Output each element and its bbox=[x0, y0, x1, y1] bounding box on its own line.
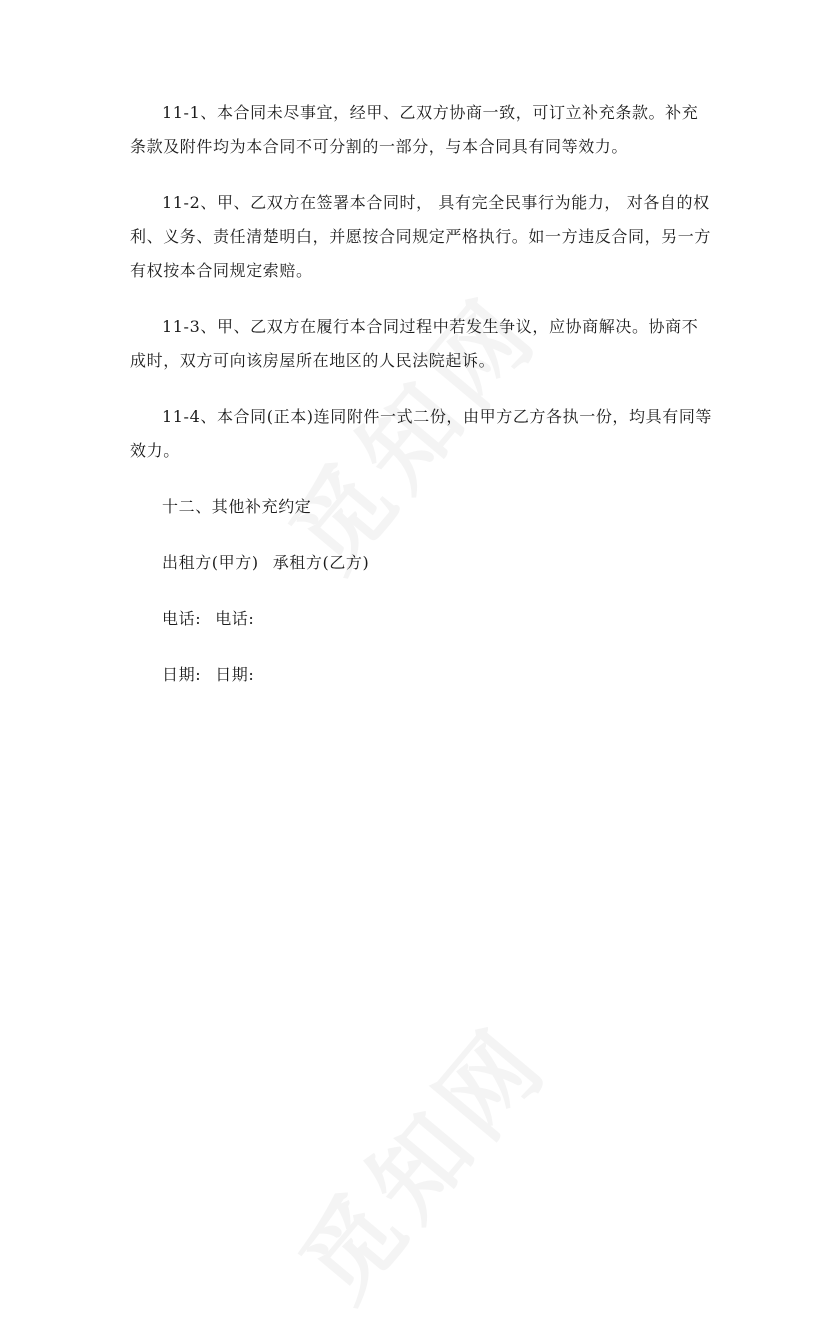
lessee-date-label: 日期: bbox=[215, 665, 255, 684]
section-12-heading: 十二、其他补充约定 bbox=[162, 497, 312, 516]
lessor-date-label: 日期: bbox=[162, 665, 202, 684]
clause-11-4: 11-4、本合同(正本)连同附件一式二份，由甲方乙方各执一份，均具有同等效力。 bbox=[130, 407, 713, 460]
lessor-label: 出租方(甲方) bbox=[162, 553, 259, 572]
document-body bbox=[130, 96, 714, 714]
lessee-phone-label: 电话: bbox=[215, 609, 255, 628]
signature-dates bbox=[130, 658, 714, 692]
clause-11-3: 11-3、甲、乙双方在履行本合同过程中若发生争议，应协商解决。协商不成时，双方可向该房屋所在地区的人民法院起诉。 bbox=[130, 317, 699, 370]
clause-11-2: 11-2、甲、乙双方在签署本合同时， 具有完全民事行为能力， 对各自的权利、义务、责任清楚明白，并愿按合同规定严格执行。如一方违反合同，另一方有权按本合同规定索赔。 bbox=[130, 193, 712, 280]
clause-11-1: 11-1、本合同未尽事宜，经甲、乙双方协商一致，可订立补充条款。补充条款及附件均为本合同不可分割的一部分，与本合同具有同等效力。 bbox=[130, 103, 699, 156]
signature-phones bbox=[130, 602, 714, 636]
lessee-label: 承租方(乙方) bbox=[272, 553, 370, 572]
lessor-phone-label: 电话: bbox=[162, 609, 202, 628]
watermark bbox=[264, 993, 573, 1324]
signature-parties bbox=[130, 546, 714, 580]
